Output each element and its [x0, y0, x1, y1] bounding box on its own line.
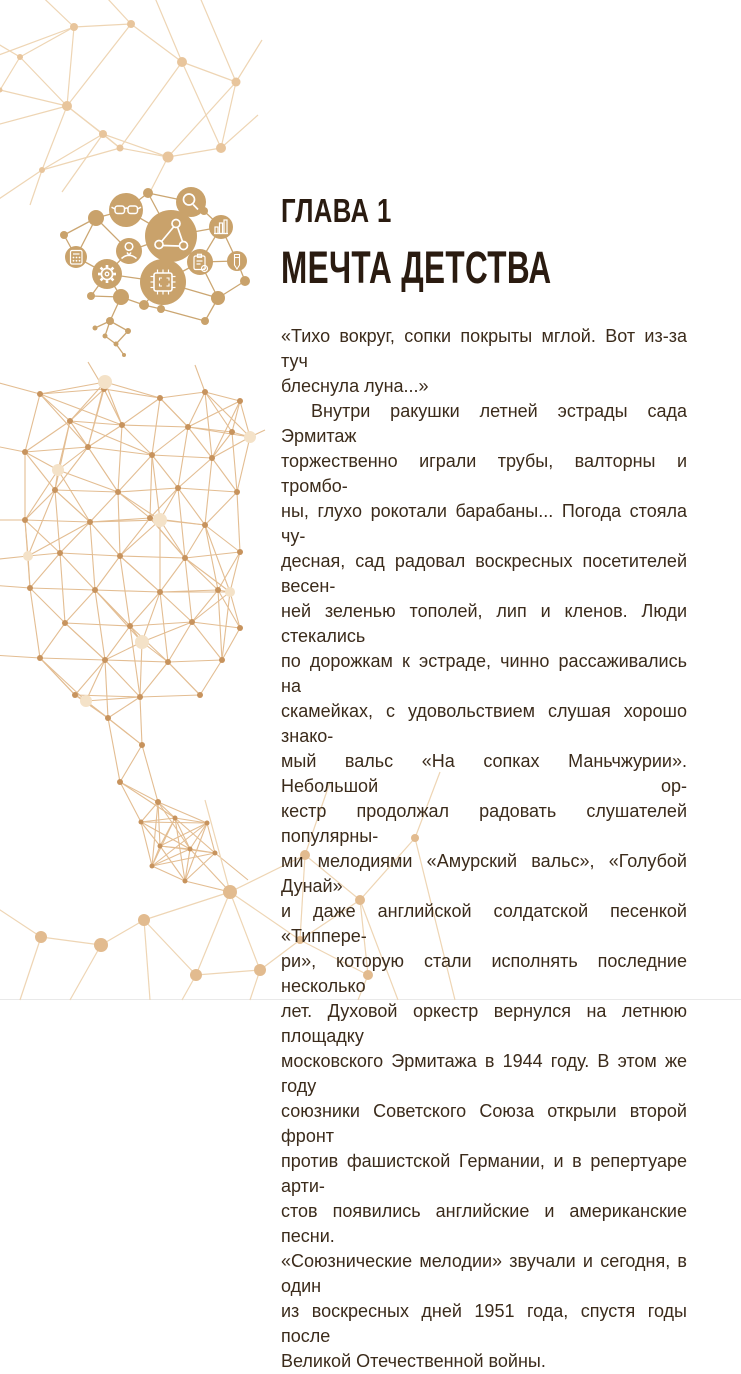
text-line: по дорожкам к эстраде, чинно рассаживались на: [281, 651, 687, 696]
text-line: мый вальс «На сопках Маньчжурии». Небольшой ор-: [281, 751, 687, 796]
text-line: ны, глухо рокотали барабаны... Погода стояла чу-: [281, 501, 687, 546]
text-line: стов появились английские и американские песни.: [281, 1201, 687, 1246]
text-line: ри», которую стали исполнять последние несколько: [281, 951, 687, 996]
text-line: московского Эрмитажа в 1944 году. В этом же году: [281, 1051, 687, 1096]
glasses-icon: [109, 193, 143, 227]
calculator-icon: [65, 246, 87, 268]
text-line: десная, сад радовал воскресных посетителей весен-: [281, 551, 687, 596]
person-icon: [116, 238, 142, 264]
text-line: и даже английской солдатской песенкой «Типпере-: [281, 901, 687, 946]
brain-network-illustration: [58, 178, 258, 373]
text-line: «Союзнические мелодии» звучали и сегодня, в один: [281, 1251, 687, 1296]
chapter-title: МЕЧТА ДЕТСТВА: [281, 242, 552, 293]
text-line: против фашистской Германии, и в репертуаре арти-: [281, 1151, 687, 1196]
chapter-label: ГЛАВА 1: [281, 192, 392, 229]
clipboard-check-icon: [187, 249, 213, 275]
bar-chart-icon: [209, 215, 233, 239]
body-text: [281, 324, 687, 1374]
text-line: лет. Духовой оркестр вернулся на летнюю площадку: [281, 1001, 687, 1046]
text-line: торжественно играли трубы, валторны и тромбо-: [281, 451, 687, 496]
text-line: «Тихо вокруг, сопки покрыты мглой. Вот из-за туч: [281, 326, 687, 371]
text-line: блеснула луна...»: [281, 376, 429, 396]
text-line: Великой Отечественной войны.: [281, 1351, 546, 1371]
share-icon: [145, 210, 197, 262]
text-line: союзники Советского Союза открыли второй фронт: [281, 1101, 687, 1146]
gear-icon: [92, 259, 122, 289]
text-line: Внутри ракушки летней эстрады сада Эрмитаж: [281, 401, 687, 446]
text-line: кестр продолжал радовать слушателей популярны-: [281, 801, 687, 846]
text-line: ми мелодиями «Амурский вальс», «Голубой Дунай»: [281, 851, 687, 896]
chapter-content: [281, 192, 687, 1374]
text-line: из воскресных дней 1951 года, спустя годы после: [281, 1301, 687, 1346]
pencil-icon: [227, 251, 247, 271]
chip-icon: [140, 259, 186, 305]
text-line: скамейках, с удовольствием слушая хорошо знако-: [281, 701, 687, 746]
text-line: ней зеленью тополей, лип и кленов. Люди стекались: [281, 601, 687, 646]
